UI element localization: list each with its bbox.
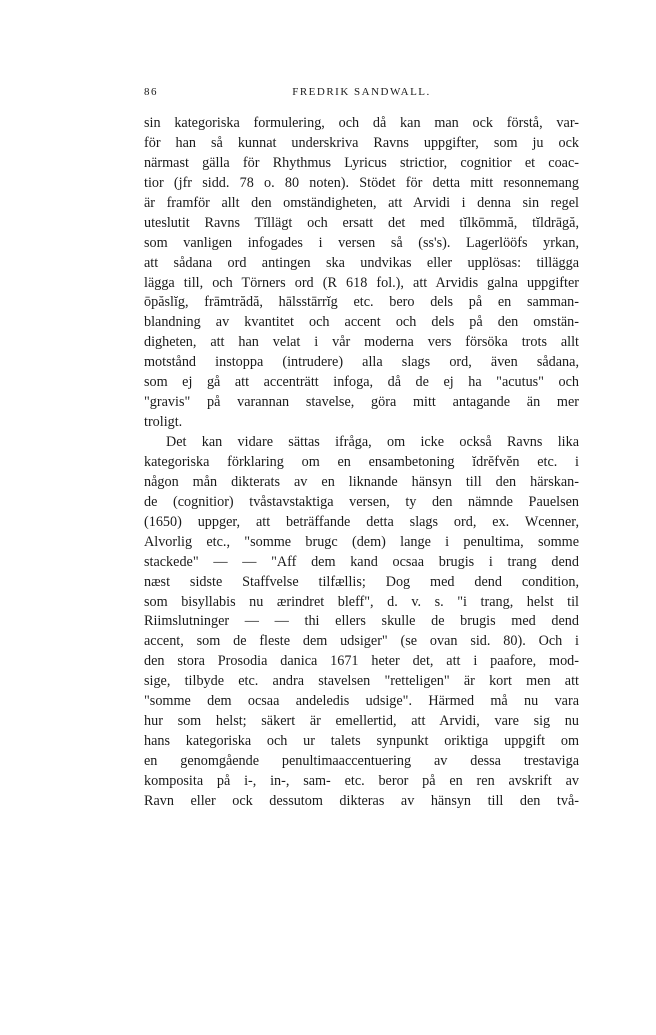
- text-line: lägga till, och Törners ord (R 618 fol.), att Arvidis galna uppgifter: [144, 274, 579, 291]
- text-line: som ej gå att accenträtt infoga, då de ej ha "acutus" och: [144, 374, 579, 391]
- page-header: [144, 86, 579, 102]
- text-line: för han så kunnat underskriva Ravns uppgifter, som ju ock: [144, 134, 579, 151]
- text-line: en genomgående penultimaaccentuering av dessa trestaviga: [144, 753, 579, 769]
- text-line: Alvorlig etc., "somme brugc (dem) lange i penultima, somme: [144, 533, 579, 550]
- text-line: som vanligen infogades i versen så (ss's). Lagerlööfs yrkan,: [144, 234, 579, 251]
- text-line: kategoriska förklaring om en ensambetoning ĭdrĕfvĕn etc. i: [144, 453, 579, 470]
- text-line: tior (jfr sidd. 78 o. 80 noten). Stödet för detta mitt resonnemang: [144, 174, 579, 191]
- text-line: Det kan vidare sättas ifråga, om icke också Ravns lika: [166, 434, 579, 450]
- text-line: "gravis" på varannan stavelse, göra mitt antagande än mer: [144, 394, 579, 411]
- text-line: accent, som de fleste dem udsiger" (se ovan sid. 80). Och i: [144, 633, 579, 650]
- text-line: digheten, att han velat i vår moderna vers försöka trots allt: [144, 334, 579, 351]
- text-line: komposita på i-, in-, sam- etc. beror på en ren avskrift av: [144, 772, 579, 789]
- text-line: hans kategoriska och ur talets synpunkt oriktiga uppgift om: [144, 733, 579, 750]
- text-line: de (cognitior) tvåstavstaktiga versen, ty den nämnde Pauelsen: [144, 493, 579, 510]
- text-line: "somme dem ocsaa andeledis udsige". Härmed må nu vara: [144, 693, 579, 710]
- text-line: uteslutit Ravns Tĭllägt och ersatt det med tĭlkōmmă, tĭldrāgă,: [144, 214, 579, 231]
- page-number: 86: [144, 86, 158, 98]
- running-head: FREDRIK SANDWALL.: [292, 86, 431, 98]
- text-line: någon mån dikterats av en liknande hänsyn till den härskan-: [144, 473, 579, 490]
- text-line: närmast gälla för Rhythmus Lyricus strictior, cognitior et coac-: [144, 154, 579, 171]
- text-line: som bisyllabis nu ærindret bleff", d. v. s. "i trang, helst til: [144, 593, 579, 610]
- text-line: den stora Prosodia danica 1671 heter det, att i paafore, mod-: [144, 653, 579, 670]
- text-line: sin kategoriska formulering, och då kan man ock förstå, var-: [144, 115, 579, 131]
- body-text: [144, 114, 579, 812]
- text-line: motstånd instoppa (intrudere) alla slags ord, även sådana,: [144, 354, 579, 371]
- text-line: blandning av kvantitet och accent och dels på den omstän-: [144, 314, 579, 331]
- text-line: (1650) uppger, att beträffande detta slags ord, ex. Wcenner,: [144, 513, 579, 530]
- text-line: stackede" — — "Aff dem kand ocsaa brugis i trang dend: [144, 553, 579, 570]
- text-line: sige, tilbyde etc. andra stavelsen "retteligen" är kort men att: [144, 673, 579, 690]
- text-line: hur som helst; säkert är emellertid, att Arvidi, vare sig nu: [144, 713, 579, 730]
- text-line: troligt.: [144, 414, 183, 431]
- text-line: Ravn eller ock dessutom dikteras av hänsyn till den två-: [144, 792, 579, 809]
- text-line: ōpăslĭg, frāmtrădă, hālsstārrĭg etc. bero dels på en samman-: [144, 294, 579, 311]
- text-line: är framför allt den omständigheten, att Arvidi i denna sin regel: [144, 194, 579, 211]
- text-line: næst sidste Staffvelse tilfællis; Dog med dend condition,: [144, 573, 579, 590]
- text-line: att sådana ord antingen ska undvikas eller upplösas: tillägga: [144, 254, 579, 271]
- text-line: Riimslutninger — — thi ellers skulle de brugis med dend: [144, 613, 579, 630]
